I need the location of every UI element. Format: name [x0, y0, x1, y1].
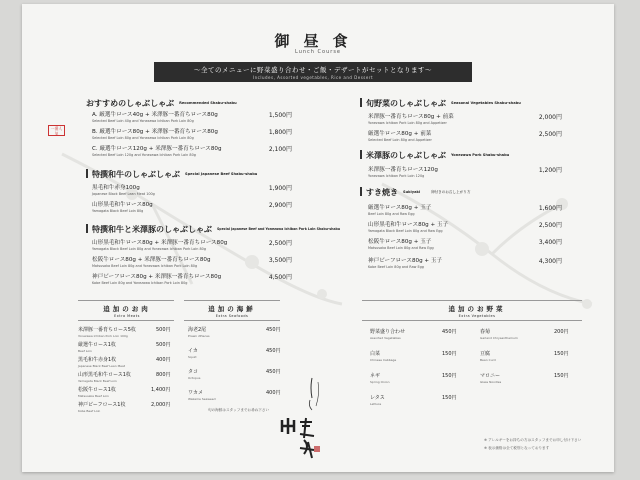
- extra-price: 450円: [266, 369, 281, 375]
- menu-price: 1,900円: [268, 185, 292, 192]
- pork-heading: 米澤豚のしゃぶしゃぶ $^{Yonezawa Pork Shabu-shabu}$: [360, 150, 509, 161]
- combo-heading: 特撰和牛と米澤豚のしゃぶしゃぶ $^{Special Japanese Beef and Yonezawa Ichiban Pork Loin Shabu-shabu}$: [86, 224, 340, 235]
- menu-item: 山形黒毛和牛ロース80g + 玉子 Yamagata Black Beef Loin 80g and Raw Egg: [368, 222, 449, 233]
- extra-price: 450円: [442, 329, 457, 335]
- extra-price: 150円: [554, 373, 569, 379]
- seasonal-heading: 旬野菜のしゃぶしゃぶ $^{Seasonal Vegetables Shabu-shabu}$: [360, 98, 521, 109]
- special-wagyu-heading: 特撰和牛のしゃぶしゃぶ $^{Special Japanese Beef Shabu-shabu}$: [86, 169, 257, 180]
- extra-price: 450円: [266, 327, 281, 333]
- menu-price: 1,800円: [268, 129, 292, 136]
- menu-item: 山形黒毛和牛ロース80g Yamagata Black Beef Loin 80g: [92, 202, 153, 213]
- extra-item: 黒毛和牛赤身1枚 Japanese Black Beef Lean Meat: [78, 357, 126, 368]
- menu-item: 厳選牛ロース80g + 玉子 Beef Loin 80g and Raw Egg: [368, 205, 432, 216]
- extra-item: 豆腐 Bean Curd: [480, 351, 496, 362]
- page-title: 御昼食: [274, 32, 362, 50]
- divider: [362, 300, 582, 301]
- extra-veg-heading: 追加のお野菜 Extra Vegetables: [448, 305, 506, 318]
- menu-item: 厳選牛ロース80g + 前菜 Selected Beef Loin 80g and Appetizer: [368, 131, 432, 142]
- extra-price: 450円: [266, 348, 281, 354]
- menu-price: 1,200円: [538, 167, 562, 174]
- menu-item: 松阪牛ロース80g + 米澤豚一番育ちロース80g Matsusaka Beef Loin 80g and Yonezawa Ichiban Pork Loin 80g: [92, 257, 211, 268]
- menu-price: 2,100円: [268, 146, 292, 153]
- divider: [78, 320, 174, 321]
- extra-item: レタス Lettuce: [370, 395, 385, 406]
- extra-item: 米澤豚一番育ちロース5枚 Yonezawa Ichiban Pork Loin 100g: [78, 327, 136, 338]
- extra-item: 春菊 Garland Chrysanthemum: [480, 329, 518, 340]
- extra-price: 150円: [554, 351, 569, 357]
- tax-note: ※ 表示価格は全て税別となっております: [484, 446, 550, 450]
- extra-item: 野菜盛り合わせ Assorted Vegetables: [370, 329, 406, 340]
- extra-price: 800円: [156, 372, 171, 378]
- extra-meat-heading: 追加のお肉 Extra Meats: [103, 305, 151, 318]
- seafood-note: 旬の海鮮はスタッフまでお尋ね下さい: [208, 408, 270, 412]
- extra-item: 海老2尾 Prawn 2Pieces: [188, 327, 210, 338]
- extra-price: 500円: [156, 342, 171, 348]
- extra-price: 200円: [554, 329, 569, 335]
- rank-badge: 一番人気: [48, 125, 65, 136]
- banner-text-en: Includes, Assorted vegetables, Rice and Dessert: [252, 75, 374, 80]
- menu-price: 2,900円: [268, 202, 292, 209]
- restaurant-logo: [274, 376, 344, 460]
- extra-item: 山形黒毛和牛ロース1枚 Yamagata Black Beef Loin: [78, 372, 131, 383]
- extra-price: 1,400円: [151, 387, 171, 393]
- menu-item: 神戸ビーフロース80g + 玉子 Kobe Beef Loin 80g and Raw Egg: [368, 258, 443, 269]
- extra-item: 松阪牛ロース1枚 Matsusaka Beef Loin: [78, 387, 116, 398]
- divider: [78, 300, 174, 301]
- extra-item: マロニー Glass Noodles: [480, 373, 502, 384]
- extra-price: 2,000円: [151, 402, 171, 408]
- menu-item: 黒毛和牛赤身100g Japanese Black Beef Lean Meat 100g: [92, 185, 155, 196]
- extra-price: 500円: [156, 327, 171, 333]
- extra-item: 白菜 Chinese Cabbage: [370, 351, 397, 362]
- menu-price: 2,500円: [538, 131, 562, 138]
- allergy-note: ※ アレルギーをお持ちの方はスタッフまでお申し付け下さい: [484, 438, 582, 442]
- menu-item: 米澤豚一番育ちロース80g + 前菜 Yonezawa Ichiban Pork Loin 80g and Appetizer: [368, 114, 454, 125]
- menu-price: 4,300円: [538, 258, 562, 265]
- menu-item: 米澤豚一番育ちロース120g Yonezawa Ichiban Pork Loin 120g: [368, 167, 438, 178]
- menu-price: 2,500円: [538, 222, 562, 229]
- divider: [184, 320, 280, 321]
- set-banner: [154, 62, 472, 82]
- extra-item: ワカメ Wakame Seaweed: [188, 390, 216, 401]
- menu-item: 松阪牛ロース80g + 玉子 Matsusaka Beef Loin 80g and Raw Egg: [368, 239, 434, 250]
- extra-item: 厳選牛ロース1枚 Beef Loin: [78, 342, 116, 353]
- menu-item: 神戸ビーフロース80g + 米澤豚一番育ちロース80g Kobe Beef Loin 80g and Yonezawa Ichiban Pork Loin 80g: [92, 274, 222, 285]
- menu-price: 1,600円: [538, 205, 562, 212]
- menu-sheet: [22, 4, 614, 472]
- extra-seafood-heading: 追加の海鮮 Extra Seafoods: [208, 305, 256, 318]
- recommended-heading: おすすめのしゃぶしゃぶ $^{Recommended Shabu-shabu}$: [86, 99, 237, 108]
- menu-item: B. 厳選牛ロース80g + 米澤豚一番育ちロース80g Selected Beef Loin 80g and Yonezawa Ichiban Pork Loin 80g: [92, 129, 218, 140]
- extra-price: 400円: [156, 357, 171, 363]
- menu-price: 4,500円: [268, 274, 292, 281]
- extra-item: イカ Squid: [188, 348, 198, 359]
- extra-price: 150円: [442, 395, 457, 401]
- menu-item: C. 厳選牛ロース120g + 米澤豚一番育ちロース80g Selected Beef Loin 120g and Yonezawa Ichiban Pork Loin 80g: [92, 146, 222, 157]
- menu-price: 3,500円: [268, 257, 292, 264]
- divider: [184, 300, 280, 301]
- menu-item: A. 厳選牛ロース40g + 米澤豚一番育ちロース80g Selected Beef Loin 40g and Yonezawa Ichiban Pork Loin 80g: [92, 112, 218, 123]
- extra-item: ネギ Spring Onion: [370, 373, 390, 384]
- menu-price: 2,500円: [268, 240, 292, 247]
- extra-item: タコ Octopus: [188, 369, 201, 380]
- menu-price: 3,400円: [538, 239, 562, 246]
- menu-item: 山形黒毛和牛ロース80g + 米澤豚一番育ちロース80g Yamagata Black Beef Loin 80g and Yonezawa Ichiban Pork Loin 80g: [92, 240, 228, 251]
- banner-text: ～全てのメニューに野菜盛り合わせ・ご飯・デザートがセットとなります～: [194, 66, 432, 74]
- divider: [362, 320, 582, 321]
- extra-price: 400円: [266, 390, 281, 396]
- page-subtitle: Lunch Course: [295, 49, 341, 55]
- menu-price: 2,000円: [538, 114, 562, 121]
- extra-item: 神戸ビーフロース1枚 Kobe Beef Loin: [78, 402, 126, 413]
- extra-price: 150円: [442, 351, 457, 357]
- extra-price: 150円: [442, 373, 457, 379]
- sukiyaki-heading: すき焼き $^{Sukiyaki}$ $^{卵付きのお召し上がり方}$: [360, 187, 471, 198]
- menu-price: 1,500円: [268, 112, 292, 119]
